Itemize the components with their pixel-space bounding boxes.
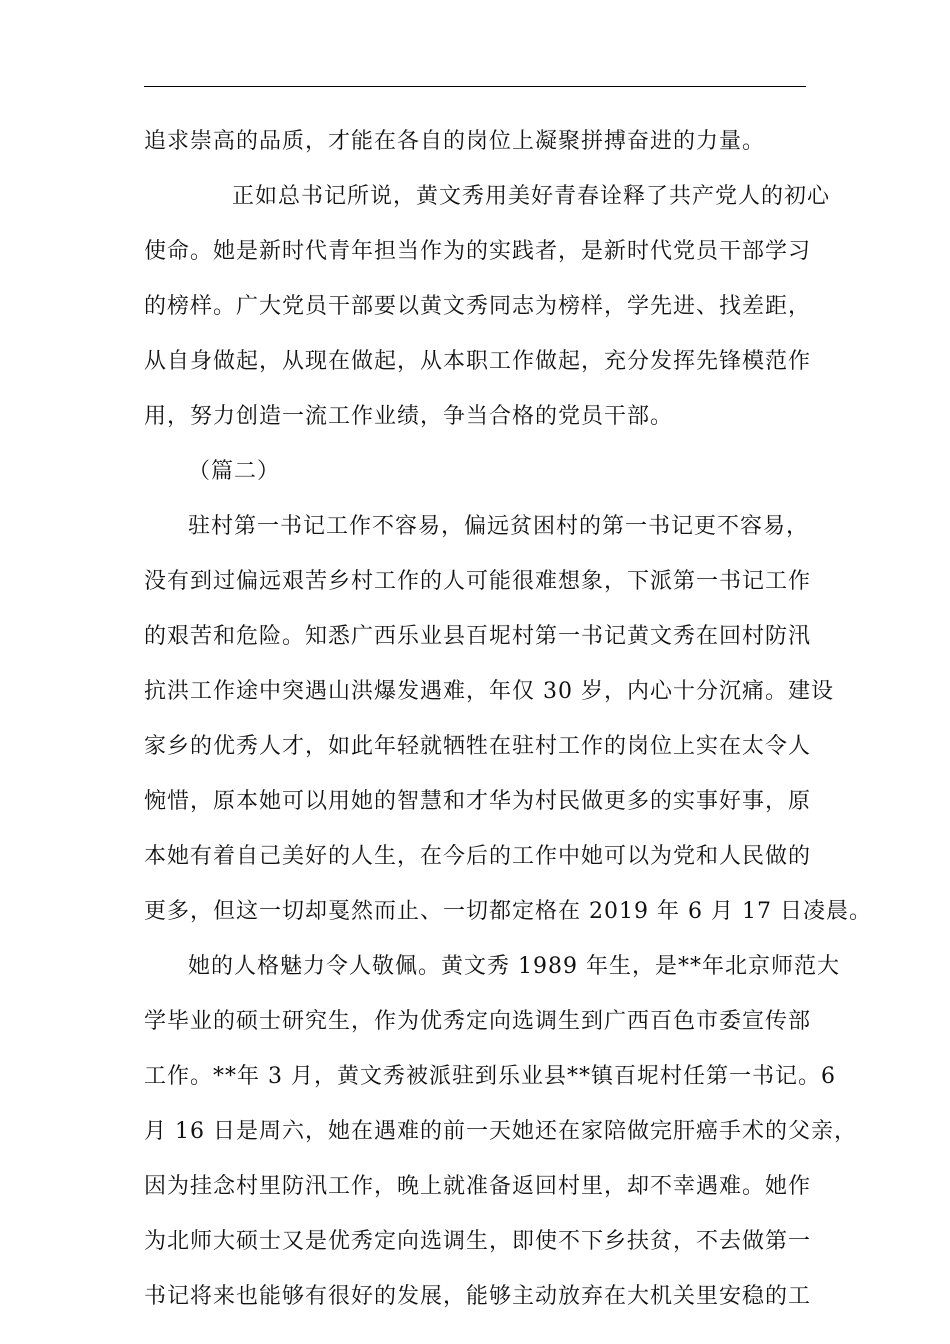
text-line: 用，努力创造一流工作业绩，争当合格的党员干部。 bbox=[144, 404, 674, 429]
paragraph-first-line: 正如总书记所说，黄文秀用美好青春诠释了共产党人的初心 bbox=[232, 184, 831, 209]
text-line: 家乡的优秀人才，如此年轻就牺牲在驻村工作的岗位上实在太令人 bbox=[144, 734, 812, 759]
text-line: 追求崇高的品质，才能在各自的岗位上凝聚拼搏奋进的力量。 bbox=[144, 129, 766, 154]
text-line: 使命。她是新时代青年担当作为的实践者，是新时代党员干部学习 bbox=[144, 239, 812, 264]
text-line: 月 16 日是周六，她在遇难的前一天她还在家陪做完肝癌手术的父亲， bbox=[144, 1119, 857, 1144]
paragraph-first-line: 她的人格魅力令人敬佩。黄文秀 1989 年生，是**年北京师范大 bbox=[188, 954, 840, 979]
text-line: 学毕业的硕士研究生，作为优秀定向选调生到广西百色市委宣传部 bbox=[144, 1009, 812, 1034]
text-line: 从自身做起，从现在做起，从本职工作做起，充分发挥先锋模范作 bbox=[144, 349, 812, 374]
text-line: 没有到过偏远艰苦乡村工作的人可能很难想象，下派第一书记工作 bbox=[144, 569, 812, 594]
text-line: 的艰苦和危险。知悉广西乐业县百坭村第一书记黄文秀在回村防汛 bbox=[144, 624, 812, 649]
text-line: 本她有着自己美好的人生，在今后的工作中她可以为党和人民做的 bbox=[144, 844, 812, 869]
section-heading: （篇二） bbox=[188, 459, 281, 484]
text-line: 惋惜，原本她可以用她的智慧和才华为村民做更多的实事好事，原 bbox=[144, 789, 812, 814]
text-line: 更多，但这一切却戛然而止、一切都定格在 2019 年 6 月 17 日凌晨。 bbox=[144, 899, 872, 924]
text-line: 工作。**年 3 月，黄文秀被派驻到乐业县**镇百坭村任第一书记。6 bbox=[144, 1064, 836, 1089]
text-line: 为北师大硕士又是优秀定向选调生，即使不下乡扶贫，不去做第一 bbox=[144, 1229, 812, 1254]
paragraph-first-line: 驻村第一书记工作不容易，偏远贫困村的第一书记更不容易， bbox=[188, 514, 810, 539]
text-line: 的榜样。广大党员干部要以黄文秀同志为榜样，学先进、找差距， bbox=[144, 294, 812, 319]
header-rule bbox=[144, 86, 806, 87]
text-line: 因为挂念村里防汛工作，晚上就准备返回村里，却不幸遇难。她作 bbox=[144, 1174, 812, 1199]
document-body bbox=[144, 114, 872, 1324]
text-line: 抗洪工作途中突遇山洪爆发遇难，年仅 30 岁，内心十分沉痛。建设 bbox=[144, 679, 834, 704]
text-line: 书记将来也能够有很好的发展，能够主动放弃在大机关里安稳的工 bbox=[144, 1284, 812, 1309]
